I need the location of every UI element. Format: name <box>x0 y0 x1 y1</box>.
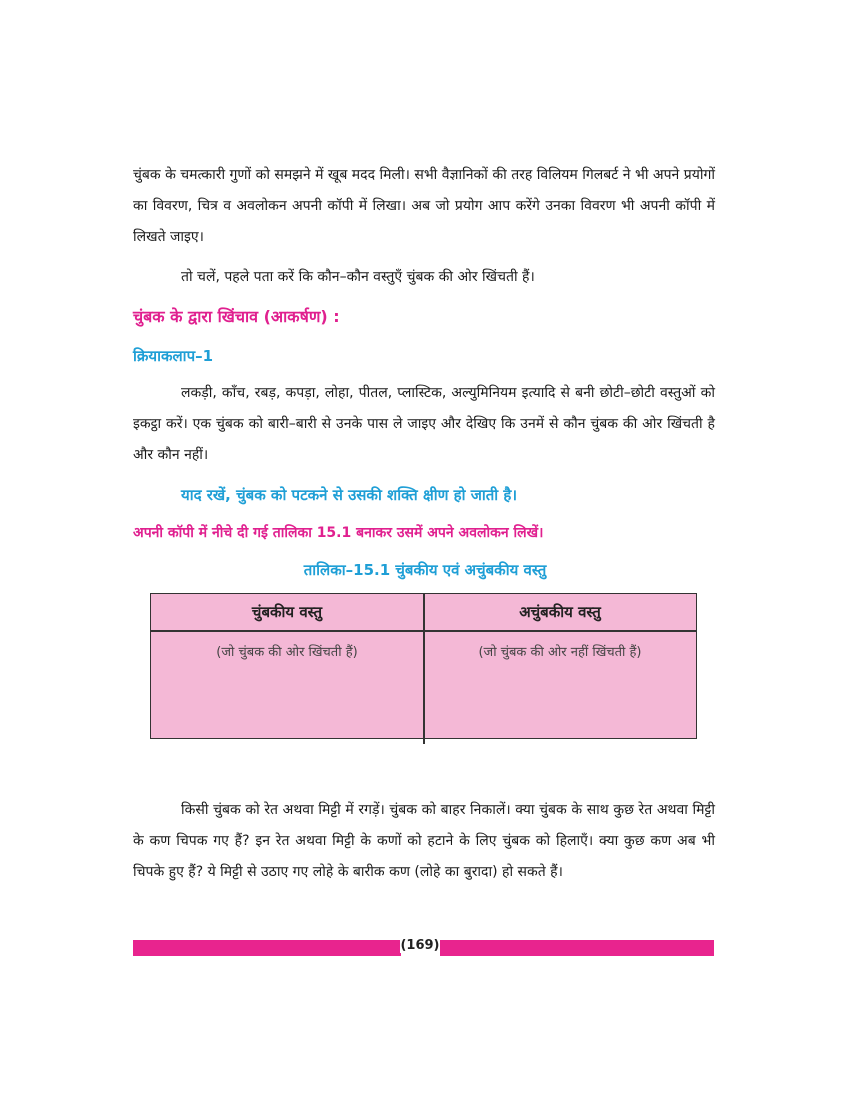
instruction-note: अपनी कॉपी में नीचे दी गई तालिका 15.1 बनाकर उसमें अपने अवलोकन लिखें। <box>133 525 544 541</box>
observation-table <box>150 593 697 739</box>
table-hint-magnetic: (जो चुंबक की ओर खिंचती हैं) <box>216 645 358 660</box>
closing-paragraph: किसी चुंबक को रेत अथवा मिट्टी में रगड़ें। चुंबक को बाहर निकालें। क्या चुंबक के साथ कुछ रेत अथवा मिट्टी के कण चिपक गए हैं? इन रेत अथवा मिट्टी के कणों को हटाने के लिए चुंबक को हिलाएँ। क्या कुछ कण अब भी चिपके हुए हैं? ये मिट्टी से उठाए गए लोहे के बारीक कण (लोहे का बुरादा) हो सकते हैं। <box>133 802 715 880</box>
page-number: (169) <box>400 938 440 953</box>
table-header-magnetic: चुंबकीय वस्तु <box>251 603 323 621</box>
table-header-non-magnetic: अचुंबकीय वस्तु <box>519 603 601 621</box>
footer-bar-right <box>440 940 714 956</box>
remember-note: याद रखें, चुंबक को पटकने से उसकी शक्ति क्षीण हो जाती है। <box>181 486 518 504</box>
intro-paragraph: चुंबक के चमत्कारी गुणों को समझने में खूब मदद मिली। सभी वैज्ञानिकों की तरह विलियम गिलबर्ट ने भी अपने प्रयोगों का विवरण, चित्र व अवलोकन अपनी कॉपी में लिखा। अब जो प्रयोग आप करेंगे उनका विवरण भी अपनी कॉपी में लिखते जाइए। <box>133 167 715 245</box>
footer-bar-left <box>133 940 401 956</box>
table-hint-non-magnetic: (जो चुंबक की ओर नहीं खिंचती हैं) <box>478 645 642 660</box>
table-header-divider <box>151 630 696 632</box>
question-line: तो चलें, पहले पता करें कि कौन–कौन वस्तुएँ चुंबक की ओर खिंचती हैं। <box>181 269 535 285</box>
table-caption: तालिका–15.1 चुंबकीय एवं अचुंबकीय वस्तु <box>303 561 547 579</box>
activity-paragraph: लकड़ी, काँच, रबड़, कपड़ा, लोहा, पीतल, प्लास्टिक, अल्युमिनियम इत्यादि से बनी छोटी–छोटी वस्तुओं को इकट्ठा करें। एक चुंबक को बारी–बारी से उनके पास ले जाइए और देखिए कि उनमें से कौन चुंबक की ओर खिंचती है और कौन नहीं। <box>133 385 715 463</box>
section-heading: चुंबक के द्वारा खिंचाव (आकर्षण) : <box>133 307 340 326</box>
activity-heading: क्रियाकलाप–1 <box>133 347 214 365</box>
